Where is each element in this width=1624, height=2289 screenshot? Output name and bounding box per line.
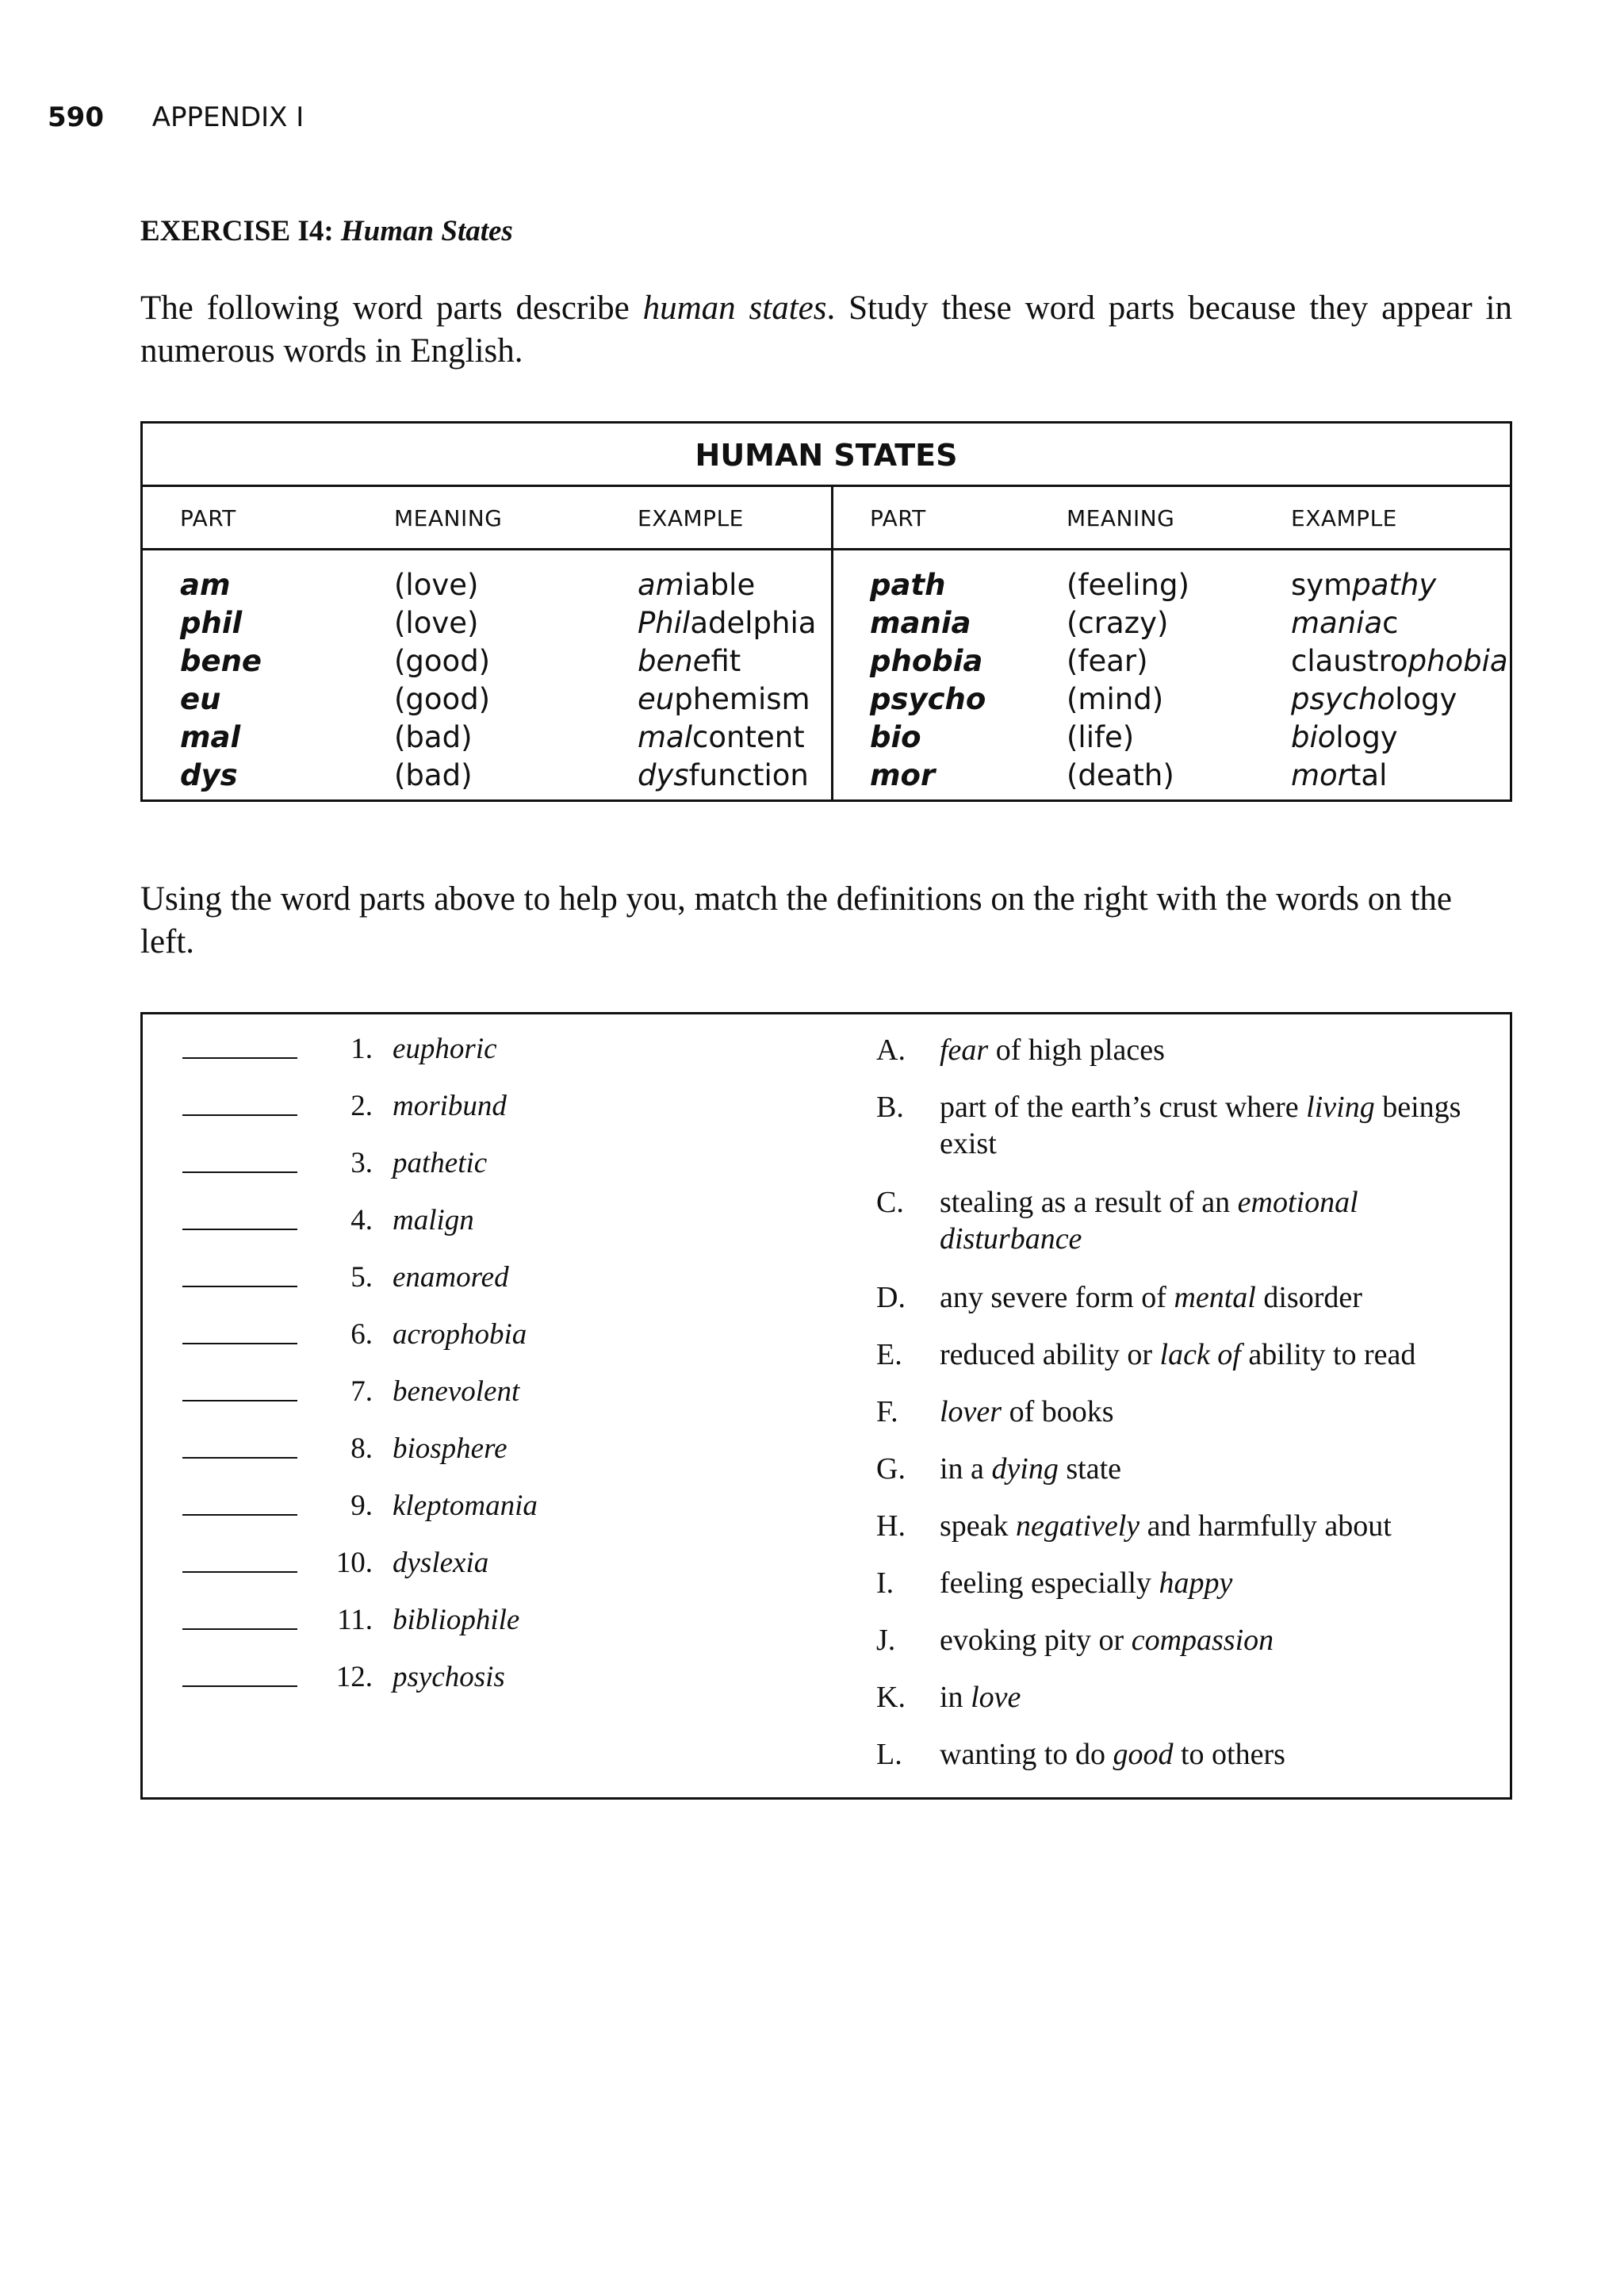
example: euphemism	[638, 682, 810, 716]
answer-blank[interactable]	[182, 1114, 297, 1116]
word-part: mania	[870, 606, 971, 640]
meaning: (fear)	[1067, 644, 1148, 678]
column-header: EXAMPLE	[638, 505, 744, 531]
answer-blank[interactable]	[182, 1514, 297, 1516]
example: malcontent	[638, 720, 805, 754]
definition-text: stealing as a result of an emotional disturbance	[940, 1186, 1358, 1256]
answer-blank[interactable]	[182, 1171, 297, 1173]
column-header: EXAMPLE	[1291, 505, 1397, 531]
running-header	[48, 102, 304, 133]
word-part: bene	[180, 644, 262, 678]
meaning: (love)	[394, 606, 479, 640]
definition-text: fear of high places	[940, 1033, 1165, 1067]
definition-text: evoking pity or compassion	[940, 1624, 1274, 1657]
example: amiable	[638, 568, 756, 602]
definition-text: speak negatively and harmfully about	[940, 1509, 1392, 1543]
meaning: (bad)	[394, 720, 473, 754]
exercise-label: EXERCISE I4:	[140, 215, 334, 247]
column-header: PART	[180, 505, 236, 531]
right-examples-column	[1291, 566, 1508, 795]
meaning: (bad)	[394, 758, 473, 792]
example: dysfunction	[638, 758, 809, 792]
answer-blank[interactable]	[182, 1628, 297, 1630]
definition-text: any severe form of mental disorder	[940, 1281, 1362, 1314]
page-number: 590	[48, 102, 104, 133]
meaning: (life)	[1067, 720, 1135, 754]
answer-blank[interactable]	[182, 1457, 297, 1459]
definition-text: part of the earth’s crust where living beings exist	[940, 1091, 1461, 1160]
example: biology	[1291, 720, 1398, 754]
example: mortal	[1291, 758, 1388, 792]
exercise-name: Human States	[340, 215, 513, 247]
table-divider	[831, 487, 833, 799]
left-parts-column	[180, 566, 262, 795]
instructions-paragraph: Using the word parts above to help you, match the definitions on the right with the words on the left.	[140, 880, 1453, 960]
meaning: (death)	[1067, 758, 1174, 792]
table-rule	[143, 485, 1510, 487]
answer-blank[interactable]	[182, 1057, 297, 1059]
example: Philadelphia	[638, 606, 817, 640]
answer-blank[interactable]	[182, 1229, 297, 1230]
definition-text: wanting to do good to others	[940, 1738, 1285, 1771]
definition-text: reduced ability or lack of ability to read	[940, 1338, 1416, 1371]
exercise-title	[140, 214, 513, 248]
right-meanings-column	[1067, 566, 1189, 795]
word-part: psycho	[870, 682, 986, 716]
example: maniac	[1291, 606, 1399, 640]
definition-text: in love	[940, 1681, 1021, 1714]
left-examples-column	[638, 566, 816, 795]
right-parts-column	[870, 566, 986, 795]
answer-blank[interactable]	[182, 1685, 297, 1687]
meaning: (feeling)	[1067, 568, 1189, 602]
table-title: HUMAN STATES	[695, 438, 958, 473]
word-part: am	[180, 568, 231, 602]
word-part: phil	[180, 606, 243, 640]
word-part: mal	[180, 720, 241, 754]
column-header: MEANING	[394, 505, 503, 531]
definition-text: in a dying state	[940, 1452, 1122, 1486]
answer-blank[interactable]	[182, 1400, 297, 1401]
word-parts-table	[140, 421, 1512, 802]
section-label: APPENDIX I	[151, 102, 304, 133]
definition-text: lover of books	[940, 1395, 1114, 1428]
answer-blank[interactable]	[182, 1571, 297, 1573]
meaning: (mind)	[1067, 682, 1164, 716]
word-part: phobia	[870, 644, 983, 678]
example: psychology	[1291, 682, 1457, 716]
example: sympathy	[1291, 568, 1437, 602]
answer-blank[interactable]	[182, 1286, 297, 1287]
word-part: mor	[870, 758, 936, 792]
meaning: (good)	[394, 682, 491, 716]
meaning: (good)	[394, 644, 491, 678]
word-part: bio	[870, 720, 921, 754]
example: claustrophobia	[1291, 644, 1508, 678]
table-rule	[143, 548, 1510, 550]
matching-exercise: 1. euphoric 2. moribund 3. pathetic 4. malign 5. enamored 6. acrophobia 7. benevolent 8. biosphere 9. kleptomania 10. dyslexia 11. bibliophile 12. psychosis A. fear of high places B. part of the earth’s crust where living beings exist C. stealing as a result of an emotional disturbance D. any severe form of mental disorder E. reduced ability or lack of ability to read F. lover of books G. in a dying state H. speak negatively and harmfully about I. feeling especially happy J. evoking pity or compassion K. in love L. wanting to do good to others	[140, 1012, 1512, 1800]
word-part: eu	[180, 682, 221, 716]
left-meanings-column	[394, 566, 490, 795]
answer-blank[interactable]	[182, 1343, 297, 1344]
intro-paragraph: The following word parts describe human states. Study these word parts because they appear in numerous words in English.	[140, 289, 1512, 370]
meaning: (crazy)	[1067, 606, 1169, 640]
example: benefit	[638, 644, 741, 678]
column-header: MEANING	[1067, 505, 1175, 531]
meaning: (love)	[394, 568, 479, 602]
definition-text: feeling especially happy	[940, 1566, 1233, 1600]
word-part: path	[870, 568, 946, 602]
column-header: PART	[870, 505, 926, 531]
word-part: dys	[180, 758, 238, 792]
